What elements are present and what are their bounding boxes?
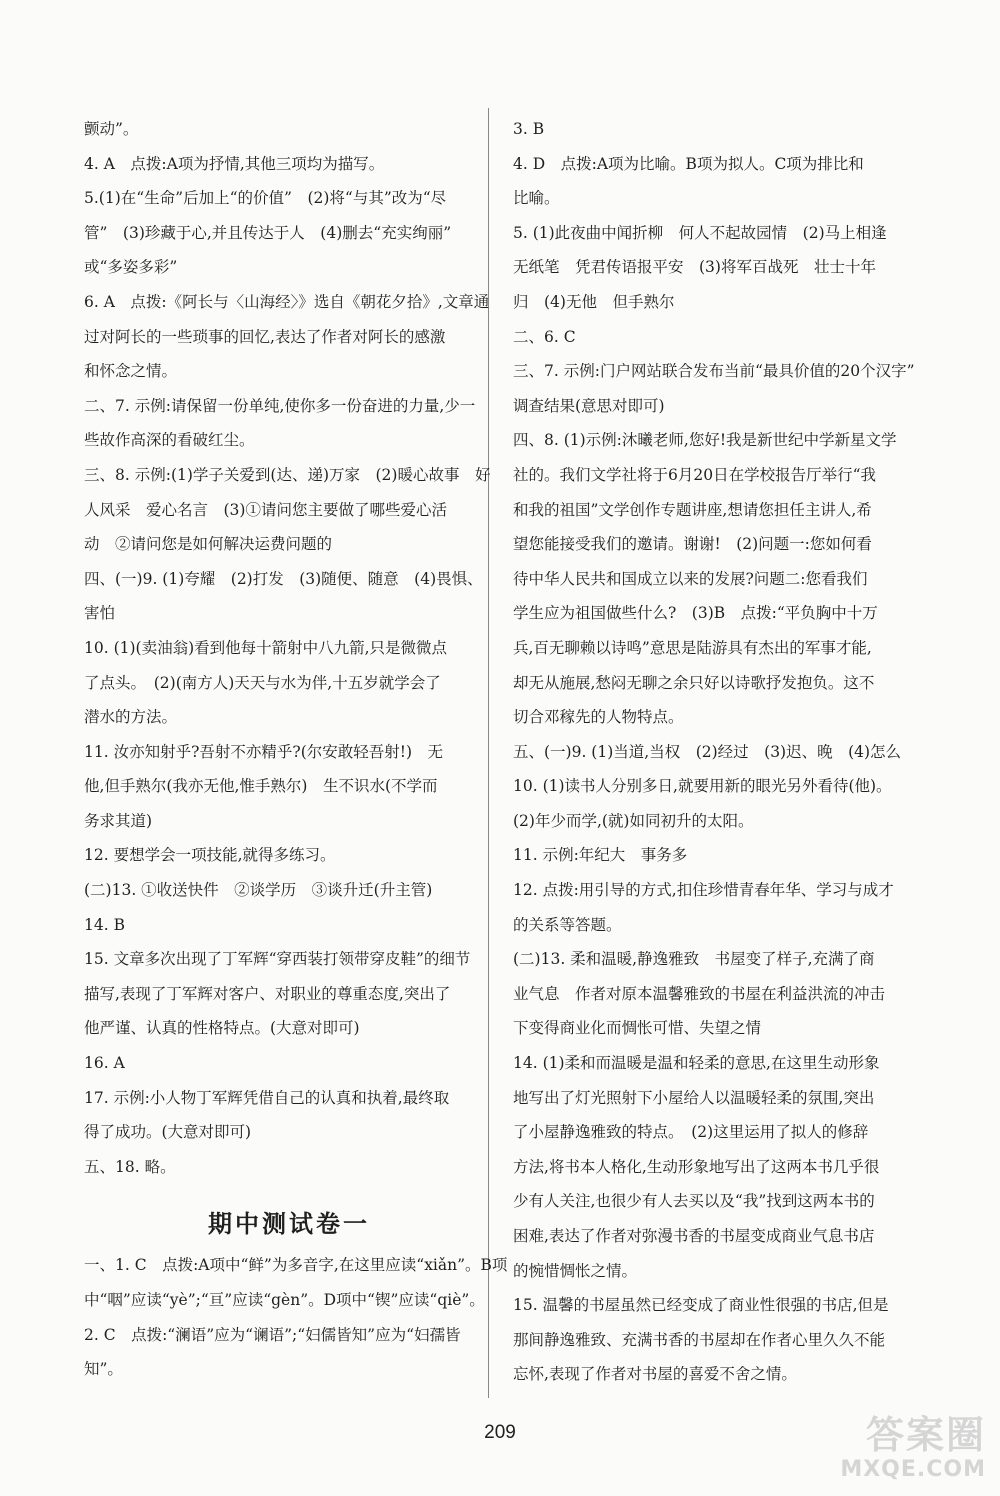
answer-line: 12. 要想学会一项技能,就得多练习。	[84, 846, 336, 865]
answer-line: 知”。	[84, 1360, 123, 1379]
answer-line: (2)年少而学,(就)如同初升的太阳。	[513, 811, 754, 830]
answer-line: 下变得商业化而惆怅可惜、失望之情	[513, 1019, 762, 1038]
answer-line: 了点头。 (2)(南方人)天天与水为伴,十五岁就学会了	[84, 673, 441, 692]
answer-line: 5.(1)在“生命”后加上“的价值” (2)将“与其”改为“尽	[84, 189, 447, 208]
answer-line: 3. B	[513, 120, 545, 138]
answer-line: 他严谨、认真的性格特点。(大意对即可)	[84, 1019, 360, 1038]
answer-line: 待中华人民共和国成立以来的发展?问题二:您看我们	[513, 569, 868, 588]
answer-line: 了小屋静逸雅致的特点。 (2)这里运用了拟人的修辞	[513, 1123, 869, 1142]
answer-line: 15. 文章多次出现了丁军辉“穿西装打领带穿皮鞋”的细节	[84, 950, 471, 969]
answer-line: 6. A 点拨:《阿长与〈山海经〉》选自《朝花夕拾》,文章通	[84, 292, 490, 311]
answer-line: 和怀念之情。	[84, 362, 178, 381]
answer-line: 和我的祖国”文学创作专题讲座,想请您担任主讲人,希	[513, 500, 872, 519]
answer-line: 调查结果(意思对即可)	[513, 396, 665, 415]
answer-line: 中“咽”应读“yè”;“亘”应读“gèn”。D项中“锲”应读“qiè”。	[84, 1291, 485, 1309]
answer-line: 兵,百无聊赖以诗鸣”意思是陆游具有杰出的军事才能,	[513, 638, 872, 657]
answer-line: 描写,表现了丁军辉对客户、对职业的尊重态度,突出了	[84, 984, 451, 1003]
answer-line: 却无从施展,愁闷无聊之余只好以诗歌抒发抱负。这不	[513, 673, 875, 692]
answer-line: 人风采 爱心名言 (3)①请问您主要做了哪些爱心活	[84, 500, 447, 519]
answer-line: 五、(一)9. (1)当道,当权 (2)经过 (3)迟、晚 (4)怎么	[513, 742, 902, 761]
answer-line: 2. C 点拨:“澜语”应为“谰语”;“妇儒皆知”应为“妇孺皆	[84, 1325, 461, 1344]
answer-line: 12. 点拨:用引导的方式,扣住珍惜青春年华、学习与成才	[513, 881, 894, 900]
answer-line: 颤动”。	[84, 120, 139, 138]
answer-line: 二、7. 示例:请保留一份单纯,使你多一份奋进的力量,少一	[84, 396, 476, 415]
watermark-logo	[800, 1404, 990, 1482]
answer-line: 四、8. (1)示例:沐曦老师,您好!我是新世纪中学新星文学	[513, 431, 897, 450]
section-title: 期中测试卷一	[208, 1210, 370, 1239]
page-number: 209	[484, 1422, 516, 1443]
answer-line: 14. B	[84, 915, 125, 934]
answer-line: 的关系等答题。	[513, 915, 622, 934]
answer-line: 切合邓稼先的人物特点。	[513, 708, 684, 727]
answer-line: 地写出了灯光照射下小屋给人以温暖轻柔的氛围,突出	[513, 1088, 875, 1107]
answer-line: 4. D 点拨:A项为比喻。B项为拟人。C项为排比和	[513, 154, 864, 173]
answer-line: 那间静逸雅致、充满书香的书屋却在作者心里久久不能	[513, 1330, 886, 1349]
answer-line: 15. 温馨的书屋虽然已经变成了商业性很强的书店,但是	[513, 1296, 889, 1315]
answer-line: 困难,表达了作者对弥漫书香的书屋变成商业气息书店	[513, 1227, 875, 1245]
answer-line: 害怕	[84, 604, 116, 623]
answer-line: 10. (1)(卖油翁)看到他每十箭射中八九箭,只是微微点	[84, 638, 448, 657]
answer-line: 11. 汝亦知射乎?吾射不亦精乎?(尔安敢轻吾射!) 无	[84, 742, 444, 761]
answer-line: 得了成功。(大意对即可)	[84, 1123, 252, 1142]
answer-line: 五、18. 略。	[84, 1157, 176, 1176]
watermark-site: MXQE.COM	[840, 1457, 986, 1482]
answer-line: 的惋惜惆怅之情。	[513, 1261, 638, 1280]
answer-line: 或“多姿多彩”	[84, 258, 178, 277]
watermark-glyphs: 答案圈	[865, 1413, 986, 1457]
answer-line: (二)13. ①收送快件 ②谈学历 ③谈升迁(升主管)	[84, 881, 433, 900]
answer-line: (二)13. 柔和温暖,静逸雅致 书屋变了样子,充满了商	[513, 950, 875, 969]
answer-line: 动 ②请问您是如何解决运费问题的	[84, 535, 333, 554]
answer-line: 潜水的方法。	[84, 708, 178, 727]
answer-line: 管” (3)珍藏于心,并且传达于人 (4)删去“充实绚丽”	[84, 223, 452, 242]
answer-line: 17. 示例:小人物丁军辉凭借自己的认真和执着,最终取	[84, 1088, 450, 1107]
answer-line: 三、7. 示例:门户网站联合发布当前“最具价值的20个汉字”	[513, 362, 915, 381]
answer-line: 无纸笔 凭君传语报平安 (3)将军百战死 壮士十年	[513, 258, 876, 277]
answer-line: 16. A	[84, 1054, 125, 1073]
answer-line: 比喻。	[513, 189, 560, 208]
answer-line: 4. A 点拨:A项为抒情,其他三项均为描写。	[84, 154, 385, 173]
answer-line: 些故作高深的看破红尘。	[84, 431, 255, 450]
answer-line: 11. 示例:年纪大 事务多	[513, 846, 688, 865]
right-column	[513, 112, 918, 1392]
answer-line: 业气息 作者对原本温馨雅致的书屋在利益洪流的冲击	[513, 984, 886, 1003]
answer-line: 5. (1)此夜曲中闻折柳 何人不起故园情 (2)马上相逢	[513, 223, 887, 242]
answer-line: 10. (1)读书人分别多日,就要用新的眼光另外看待(他)。	[513, 777, 892, 796]
answer-line: 学生应为祖国做些什么? (3)B 点拨:“平负胸中十万	[513, 604, 878, 623]
answer-line: 务求其道)	[84, 811, 153, 830]
answer-line: 他,但手熟尔(我亦无他,惟手熟尔) 生不识水(不学而	[84, 777, 438, 796]
answer-line: 忘怀,表现了作者对书屋的喜爱不舍之情。	[513, 1365, 797, 1384]
answer-line: 方法,将书本人格化,生动形象地写出了这两本书几乎很	[513, 1157, 880, 1176]
answer-line: 社的。我们文学社将于6月20日在学校报告厅举行“我	[513, 465, 877, 484]
answer-line: 一、1. C 点拨:A项中“鲜”为多音字,在这里应读“xiǎn”。B项	[84, 1256, 508, 1275]
answer-line: 少有人关注,也很少有人去买以及“我”找到这两本书的	[513, 1192, 875, 1211]
answer-line: 14. (1)柔和而温暖是温和轻柔的意思,在这里生动形象	[513, 1054, 880, 1073]
answer-line: 望您能接受我们的邀请。谢谢! (2)问题一:您如何看	[513, 535, 872, 554]
answer-line: 过对阿长的一些琐事的回忆,表达了作者对阿长的感激	[84, 327, 446, 346]
answer-line: 归 (4)无他 但手熟尔	[513, 292, 675, 311]
answer-line: 二、6. C	[513, 327, 576, 346]
left-column	[84, 112, 508, 1387]
answer-line: 三、8. 示例:(1)学子关爱到(达、递)万家 (2)暖心故事 好	[84, 465, 491, 484]
answer-line: 四、(一)9. (1)夸耀 (2)打发 (3)随便、随意 (4)畏惧、	[84, 569, 483, 588]
